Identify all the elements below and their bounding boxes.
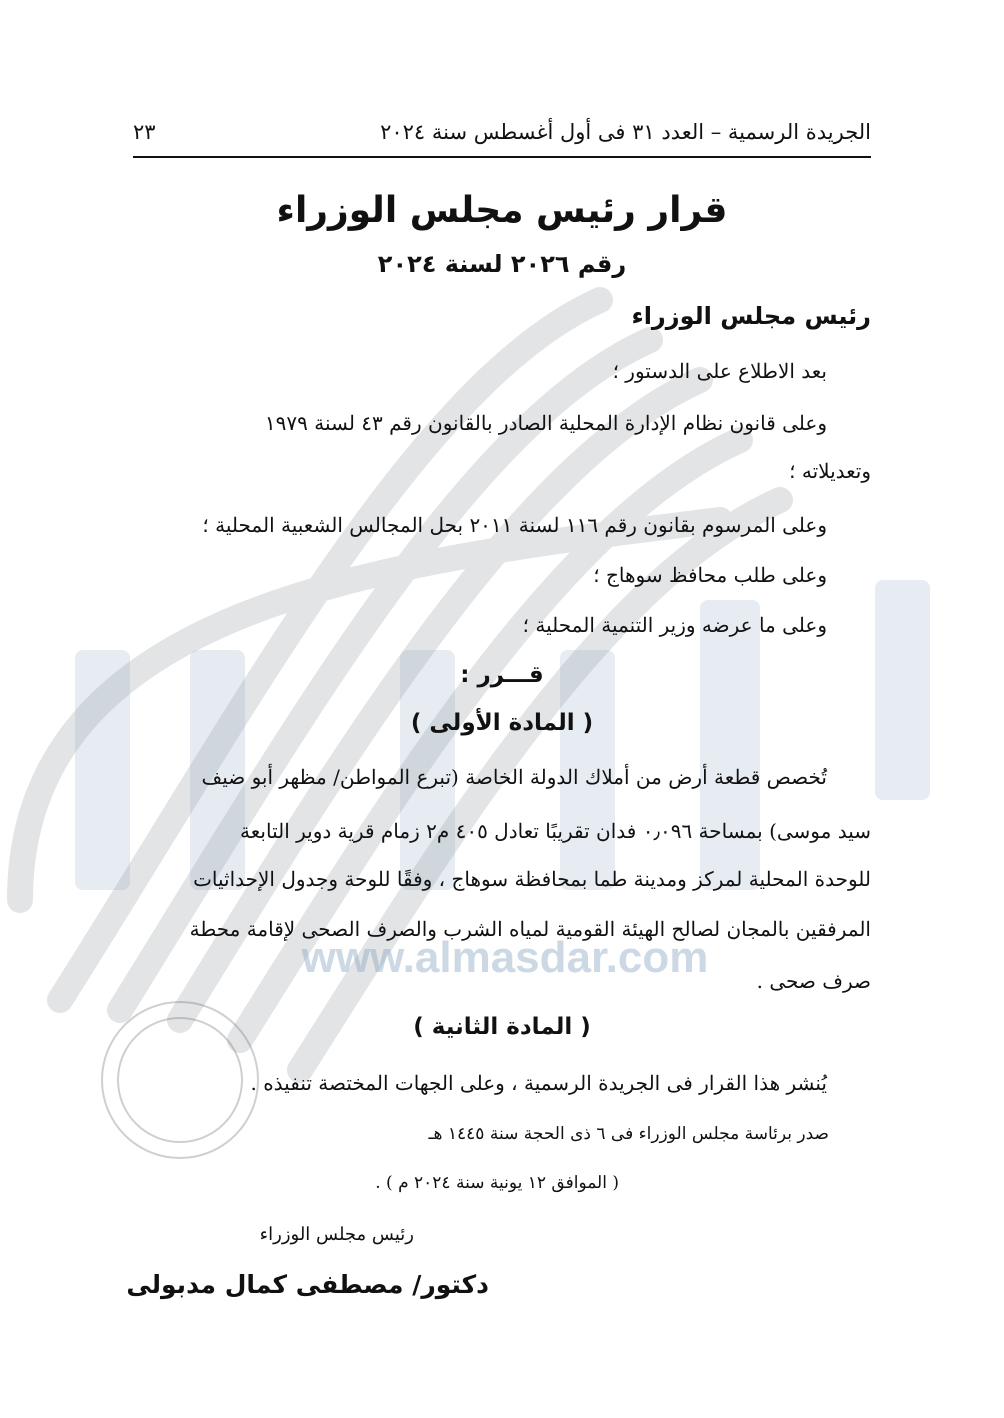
decree-title: قرار رئيس مجلس الوزراء bbox=[276, 190, 728, 231]
signatory-name: دكتور/ مصطفى كمال مدبولى bbox=[126, 1270, 489, 1299]
preamble-line: وعلى ما عرضه وزير التنمية المحلية ؛ bbox=[522, 613, 827, 637]
decided-heading: قـــرر : bbox=[460, 662, 544, 688]
article1-heading: ( المادة الأولى ) bbox=[410, 710, 594, 736]
article1-line: للوحدة المحلية لمركز ومدينة طما بمحافظة سوهاج ، وفقًا للوحة وجدول الإحداثيات bbox=[193, 867, 871, 891]
gazette-issue-line: الجريدة الرسمية – العدد ٣١ فى أول أغسطس سنة ٢٠٢٤ bbox=[380, 120, 871, 144]
header-rule bbox=[133, 156, 871, 158]
preamble-line: وعلى طلب محافظ سوهاج ؛ bbox=[593, 563, 827, 587]
article1-line: سيد موسى) بمساحة ٠٫٠٩٦ فدان تقريبًا تعادل ٤٠٥ م٢ زمام قرية دوير التابعة bbox=[240, 819, 871, 843]
preamble-line: بعد الاطلاع على الدستور ؛ bbox=[612, 359, 827, 383]
article2-heading: ( المادة الثانية ) bbox=[413, 1014, 591, 1040]
signatory-title: رئيس مجلس الوزراء bbox=[259, 1224, 414, 1245]
issuer-heading: رئيس مجلس الوزراء bbox=[631, 302, 871, 330]
preamble-line: وتعديلاته ؛ bbox=[789, 459, 871, 483]
watermark-url: www.almasdar.com bbox=[301, 933, 709, 982]
issued-date-gregorian: ( الموافق ١٢ يونية سنة ٢٠٢٤ م ) . bbox=[375, 1173, 619, 1193]
preamble-line: وعلى المرسوم بقانون رقم ١١٦ لسنة ٢٠١١ بحل المجالس الشعبية المحلية ؛ bbox=[202, 513, 827, 537]
issued-date-hijri: صدر برئاسة مجلس الوزراء فى ٦ ذى الحجة سنة ١٤٤٥ هـ bbox=[428, 1124, 829, 1144]
article1-line: صرف صحى . bbox=[756, 969, 871, 993]
article1-line: تُخصص قطعة أرض من أملاك الدولة الخاصة (تبرع المواطن/ مظهر أبو ضيف bbox=[201, 765, 827, 789]
decree-number: رقم ٢٠٢٦ لسنة ٢٠٢٤ bbox=[377, 250, 627, 278]
page-number: ٢٣ bbox=[133, 120, 156, 144]
article1-line: المرفقين بالمجان لصالح الهيئة القومية لمياه الشرب والصرف الصحى لإقامة محطة bbox=[189, 917, 871, 941]
page-header bbox=[133, 112, 871, 152]
preamble-line: وعلى قانون نظام الإدارة المحلية الصادر بالقانون رقم ٤٣ لسنة ١٩٧٩ bbox=[264, 411, 827, 435]
article2-text: يُنشر هذا القرار فى الجريدة الرسمية ، وعلى الجهات المختصة تنفيذه . bbox=[250, 1071, 827, 1095]
